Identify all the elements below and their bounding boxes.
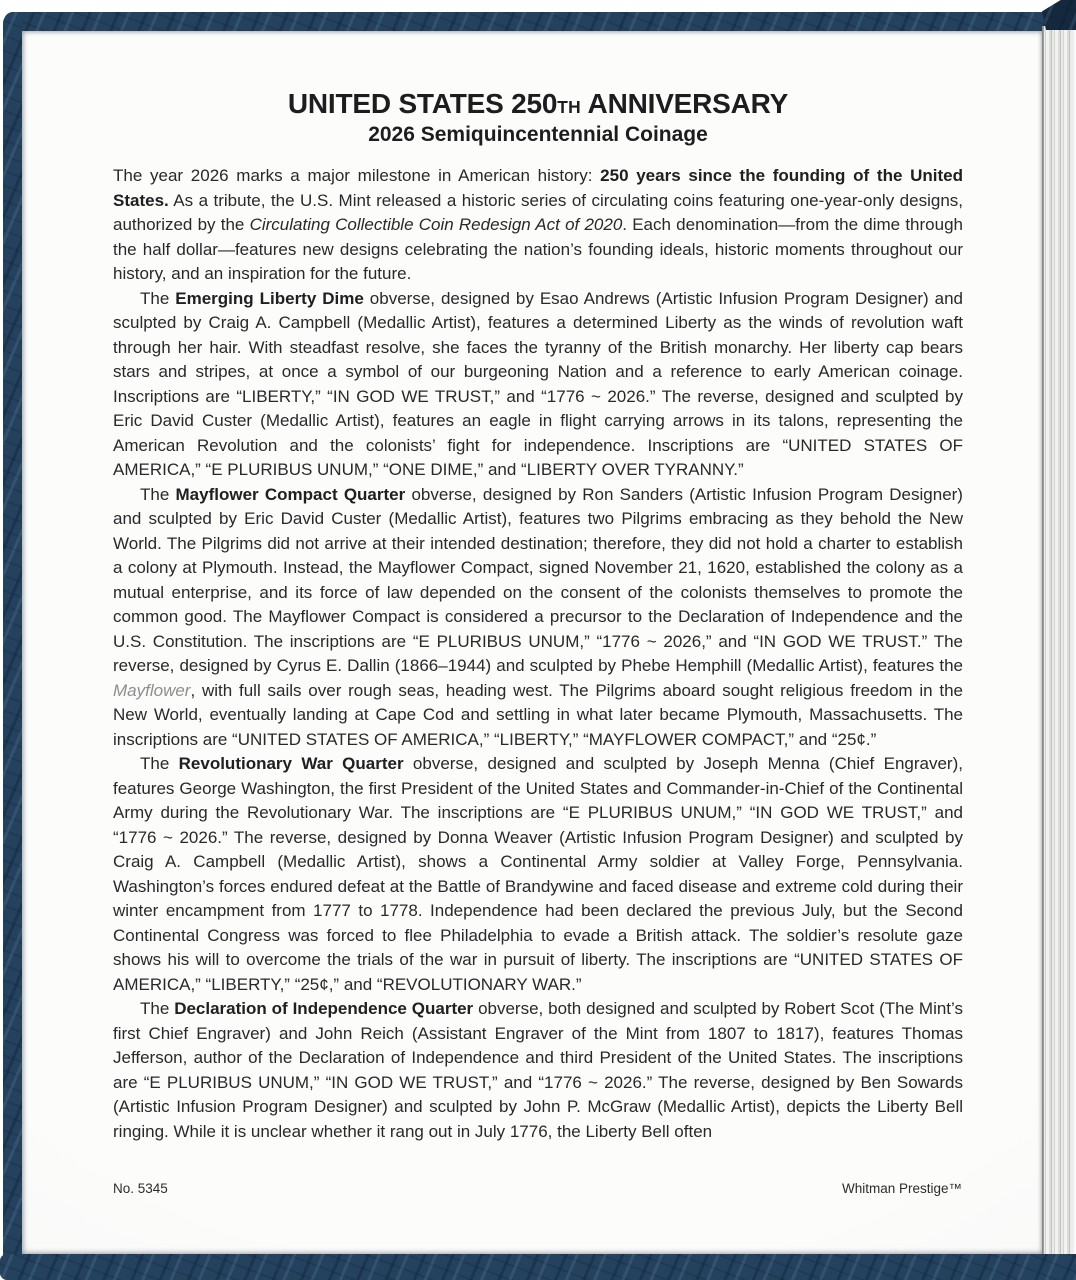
text-run: obverse, designed and sculpted by Joseph Menna (Chief Engraver), features George Washington, the first President of the United States and Commander-in-Chief of the Continental Army during the Revolutionary War. The inscriptions are “E PLURIBUS UNUM,” “IN GOD WE TRUST,” and “1776 ~ 2026.” The reverse, designed by Donna Weaver (Artistic Infusion Program Designer) and sculpted by Craig A. Campbell (Medallic Artist), shows a Continental Army soldier at Valley Forge, Pennsylvania. Washington’s forces endured defeat at the Battle of Brandywine and faced disease and extreme cold during their winter encampment from 1777 to 1778. Independence had been declared the previous July, but the Second Continental Congress was forced to flee Philadelphia to evade a British attack. The soldier’s resolute gaze shows his will to overcome the trials of the war in pursuit of liberty. The inscriptions are “UNITED STATES OF AMERICA,” “LIBERTY,” “25¢,” and “REVOLUTIONARY WAR.”: [113, 754, 963, 994]
book-page-fore-edge: [1042, 26, 1072, 1255]
text-run: obverse, both designed and sculpted by Robert Scot (The Mint’s first Chief Engraver) and John Reich (Assistant Engraver of the Mint from 1807 to 1817), features Thomas Jefferson, author of the Declaration of Independence and third President of the United States. The inscriptions are “E PLURIBUS UNUM,” “IN GOD WE TRUST,” and “1776 ~ 2026.” The reverse, designed by Ben Sowards (Artistic Infusion Program Designer) and sculpted by John P. McGraw (Medallic Artist), depicts the Liberty Bell ringing. While it is unclear whether it rang out in July 1776, the Liberty Bell often: [113, 999, 964, 1141]
text-run: obverse, designed by Ron Sanders (Artistic Infusion Program Designer) and sculpted by Eric David Custer (Medallic Artist), features two Pilgrims embracing as they behold the New World. The Pilgrims did not arrive at their intended destination; therefore, they did not hold a charter to establish a colony at Plymouth. Instead, the Mayflower Compact, signed November 21, 1620, established the colony as a mutual enterprise, and its force of law depended on the consent of the colonists themselves to promote the common good. The Mayflower Compact is considered a precursor to the Declaration of Independence and the U.S. Constitution. The inscriptions are “E PLURIBUS UNUM,” “1776 ~ 2026,” and “IN GOD WE TRUST.” The reverse, designed by Cyrus E. Dallin (1866–1944) and sculpted by Phebe Hemphill (Medallic Artist), features the: [113, 484, 963, 675]
text-run: , with full sails over rough seas, heading west. The Pilgrims aboard sought religious freedom in the New World, eventually landing at Cape Cod and settling in what later became Plymouth, Massachusetts. The inscriptions are “UNITED STATES OF AMERICA,” “LIBERTY,” “MAYFLOWER COMPACT,” and “25¢.”: [113, 680, 963, 749]
album-cover-corner-top-right: [1042, 0, 1076, 30]
text-run: Mayflower Compact Quarter: [175, 484, 406, 504]
text-run: The: [140, 999, 175, 1018]
text-run: Mayflower: [113, 680, 191, 700]
page-content: [22, 31, 1042, 1144]
page-title: [113, 88, 963, 120]
paragraph: [113, 483, 963, 753]
text-run: The: [140, 288, 176, 308]
book-page-fore-edge-highlight: [1072, 26, 1076, 1255]
paragraph: [113, 287, 963, 483]
paragraph: [113, 164, 963, 287]
text-run: The: [140, 484, 176, 504]
page-subtitle: 2026 Semiquincentennial Coinage: [368, 123, 708, 146]
text-run: Circulating Collectible Coin Redesign Act of 2020: [249, 215, 623, 234]
catalog-number: No. 5345: [113, 1181, 168, 1196]
text-run: obverse, designed by Esao Andrews (Artistic Infusion Program Designer) and sculpted by Craig A. Campbell (Medallic Artist), features a determined Liberty as the winds of revolution waft through her hair. With steadfast resolve, she faces the tyranny of the British monarchy. Her liberty cap bears stars and stripes, at once a symbol of our burgeoning Nation and a reference to early American coinage. Inscriptions are “LIBERTY,” “IN GOD WE TRUST,” and “1776 ~ 2026.” The reverse, designed and sculpted by Eric David Custer (Medallic Artist), features an eagle in flight carrying arrows in its talons, representing the American Revolution and the colonists’ fight for independence. Inscriptions are “UNITED STATES OF AMERICA,” “E PLURIBUS UNUM,” “ONE DIME,” and “LIBERTY OVER TYRANNY.”: [113, 288, 963, 479]
title-main-1: UNITED STATES 250: [287, 88, 558, 119]
album-cover-edge-top: [4, 12, 1070, 31]
text-run: 250 years since the founding of the United States.: [113, 166, 963, 210]
text-run: The: [140, 754, 179, 773]
title-main-2: ANNIVERSARY: [581, 88, 789, 119]
brand-name: Whitman Prestige™: [841, 1181, 962, 1196]
text-run: Revolutionary War Quarter: [178, 754, 404, 773]
album-cover-edge-bottom: [0, 1254, 1076, 1280]
page-footer: [113, 1181, 962, 1196]
paragraph: [113, 997, 963, 1144]
text-run: As a tribute, the U.S. Mint released a historic series of circulating coins featuring one-year-only designs, authorized by the: [113, 190, 963, 234]
text-run: Declaration of Independence Quarter: [174, 999, 474, 1018]
album-cover-edge-left: [3, 14, 22, 1266]
album-page: [22, 31, 1042, 1254]
title-ordinal-suffix: TH: [557, 97, 582, 117]
paragraph: [113, 752, 963, 997]
body-text: [113, 164, 963, 1144]
text-run: . Each denomination—from the dime through the half dollar—features new designs celebrating the nation’s founding ideals, historic moments throughout our history, and an inspiration for the future.: [113, 215, 963, 283]
text-run: The year 2026 marks a major milestone in American history:: [113, 166, 601, 185]
text-run: Emerging Liberty Dime: [175, 288, 364, 308]
